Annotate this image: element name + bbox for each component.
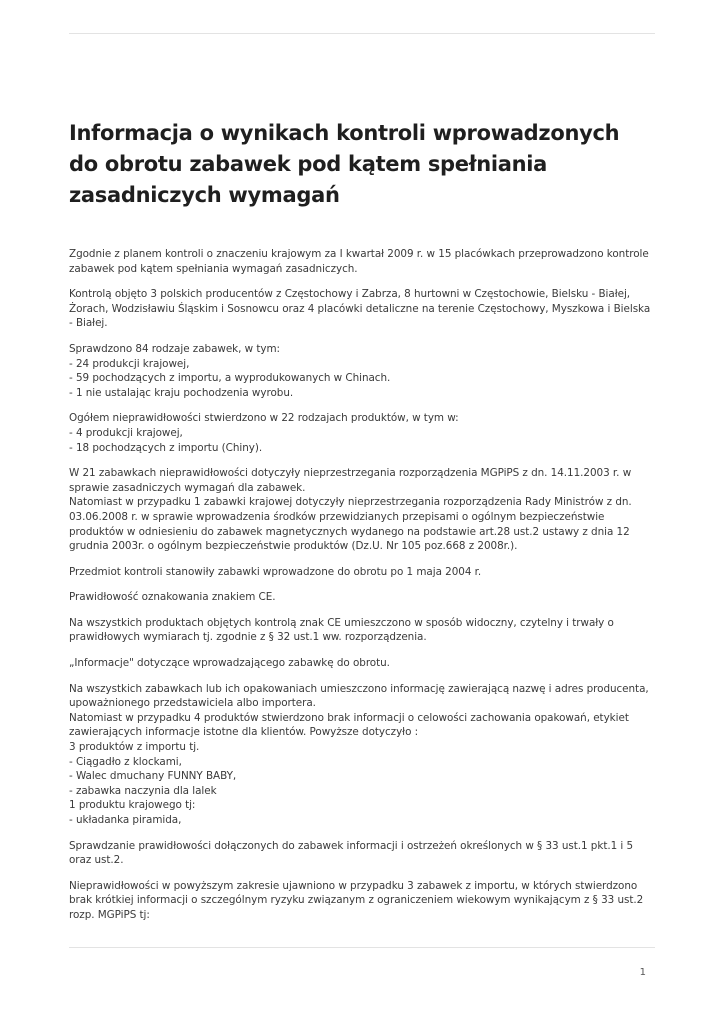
paragraph	[69, 565, 655, 580]
paragraph-line: Nieprawidłowości w powyższym zakresie ujawniono w przypadku 3 zabawek z importu, w których stwierdzono brak krótkiej informacji o szczególnym ryzyku związanym z ograniczeniem wiekowym wynikającym z § 33 ust.2 rozp. MGPiPS tj:	[69, 879, 644, 921]
paragraph	[69, 287, 655, 331]
paragraph-line: Ogółem nieprawidłowości stwierdzono w 22 rodzajach produktów, w tym w:	[69, 412, 459, 425]
paragraph-line: Kontrolą objęto 3 polskich producentów z Częstochowy i Zabrza, 8 hurtowni w Częstochowie, Bielsku - Białej, Żorach, Wodzisławiu Śląskim i Sosnowcu oraz 4 placówki detaliczne na terenie Częstochowy, Myszkowa i Bielska - Białej.	[69, 288, 651, 330]
paragraph	[69, 839, 655, 868]
paragraph	[69, 616, 655, 645]
paragraph-line: Natomiast w przypadku 4 produktów stwierdzono brak informacji o celowości zachowania opakowań, etykiet zawierających informacje istotne dla klientów. Powyższe dotyczyło :	[69, 711, 629, 739]
paragraph-line: „Informacje" dotyczące wprowadzającego zabawkę do obrotu.	[69, 657, 390, 670]
paragraph-line: Na wszystkich zabawkach lub ich opakowaniach umieszczono informację zawierającą nazwę i adres producenta, upoważnionego przedstawiciela albo importera.	[69, 682, 649, 710]
paragraph-line: - Ciągadło z klockami,	[69, 755, 182, 768]
paragraph-line: Przedmiot kontroli stanowiły zabawki wprowadzone do obrotu po 1 maja 2004 r.	[69, 565, 482, 578]
paragraph-line: Sprawdzanie prawidłowości dołączonych do zabawek informacji i ostrzeżeń określonych w § 33 ust.1 pkt.1 i 5 oraz ust.2.	[69, 839, 634, 867]
paragraph-line: W 21 zabawkach nieprawidłowości dotyczyły nieprzestrzegania rozporządzenia MGPiPS z dn. 14.11.2003 r. w sprawie zasadniczych wymagań dla zabawek.	[69, 467, 632, 494]
paragraph-line: Prawidłowość oznakowania znakiem CE.	[69, 591, 276, 604]
paragraph	[69, 247, 655, 276]
paragraph-line: 3 produktów z importu tj.	[69, 741, 200, 754]
paragraph	[69, 682, 655, 828]
paragraph	[69, 466, 655, 554]
paragraph	[69, 656, 655, 671]
paragraph-line: Zgodnie z planem kontroli o znaczeniu krajowym za I kwartał 2009 r. w 15 placówkach przeprowadzono kontrole zabawek pod kątem spełniania wymagań zasadniczych.	[69, 248, 649, 275]
paragraph-line: - 59 pochodzących z importu, a wyprodukowanych w Chinach.	[69, 372, 391, 385]
paragraph-line: - układanka piramida,	[69, 814, 182, 826]
paragraph-list	[69, 247, 655, 923]
paragraph-line: - Walec dmuchany FUNNY BABY,	[69, 770, 237, 783]
document-body	[69, 118, 655, 934]
paragraph-line: Sprawdzono 84 rodzaje zabawek, w tym:	[69, 342, 281, 355]
paragraph-line: - 1 nie ustalając kraju pochodzenia wyrobu.	[69, 386, 294, 399]
paragraph-line: 1 produktu krajowego tj:	[69, 799, 196, 812]
paragraph	[69, 411, 655, 455]
paragraph-line: - 4 produkcji krajowej,	[69, 426, 183, 439]
paragraph	[69, 590, 655, 605]
paragraph-line: Na wszystkich produktach objętych kontrolą znak CE umieszczono w sposób widoczny, czytelny i trwały o prawidłowych wymiarach tj. zgodnie z § 32 ust.1 ww. rozporządzenia.	[69, 616, 614, 644]
footer-divider	[69, 947, 655, 948]
paragraph-line: - zabawka naczynia dla lalek	[69, 784, 217, 797]
page-number: 1	[639, 967, 646, 978]
paragraph-line: - 24 produkcji krajowej,	[69, 357, 190, 370]
paragraph	[69, 342, 655, 400]
paragraph	[69, 879, 655, 923]
paragraph-line: - 18 pochodzących z importu (Chiny).	[69, 441, 263, 454]
header-divider	[69, 33, 655, 34]
paragraph-line: Natomiast w przypadku 1 zabawki krajowej dotyczyły nieprzestrzegania rozporządzenia Rady Ministrów z dn. 03.06.2008 r. w sprawie wprowadzenia środków przewidzianych przepisami o ogólnym bezpieczeństwie produktów w odniesieniu do zabawek magnetycznych wydanego na podstawie art.28 ust.2 ustawy z dnia 12 grudnia 2003r. o ogólnym bezpieczeństwie produktów (Dz.U. Nr 105 poz.668 z 2008r.).	[69, 496, 632, 553]
document-title: Informacja o wynikach kontroli wprowadzonych do obrotu zabawek pod kątem spełniania zasadniczych wymagań	[69, 121, 620, 207]
